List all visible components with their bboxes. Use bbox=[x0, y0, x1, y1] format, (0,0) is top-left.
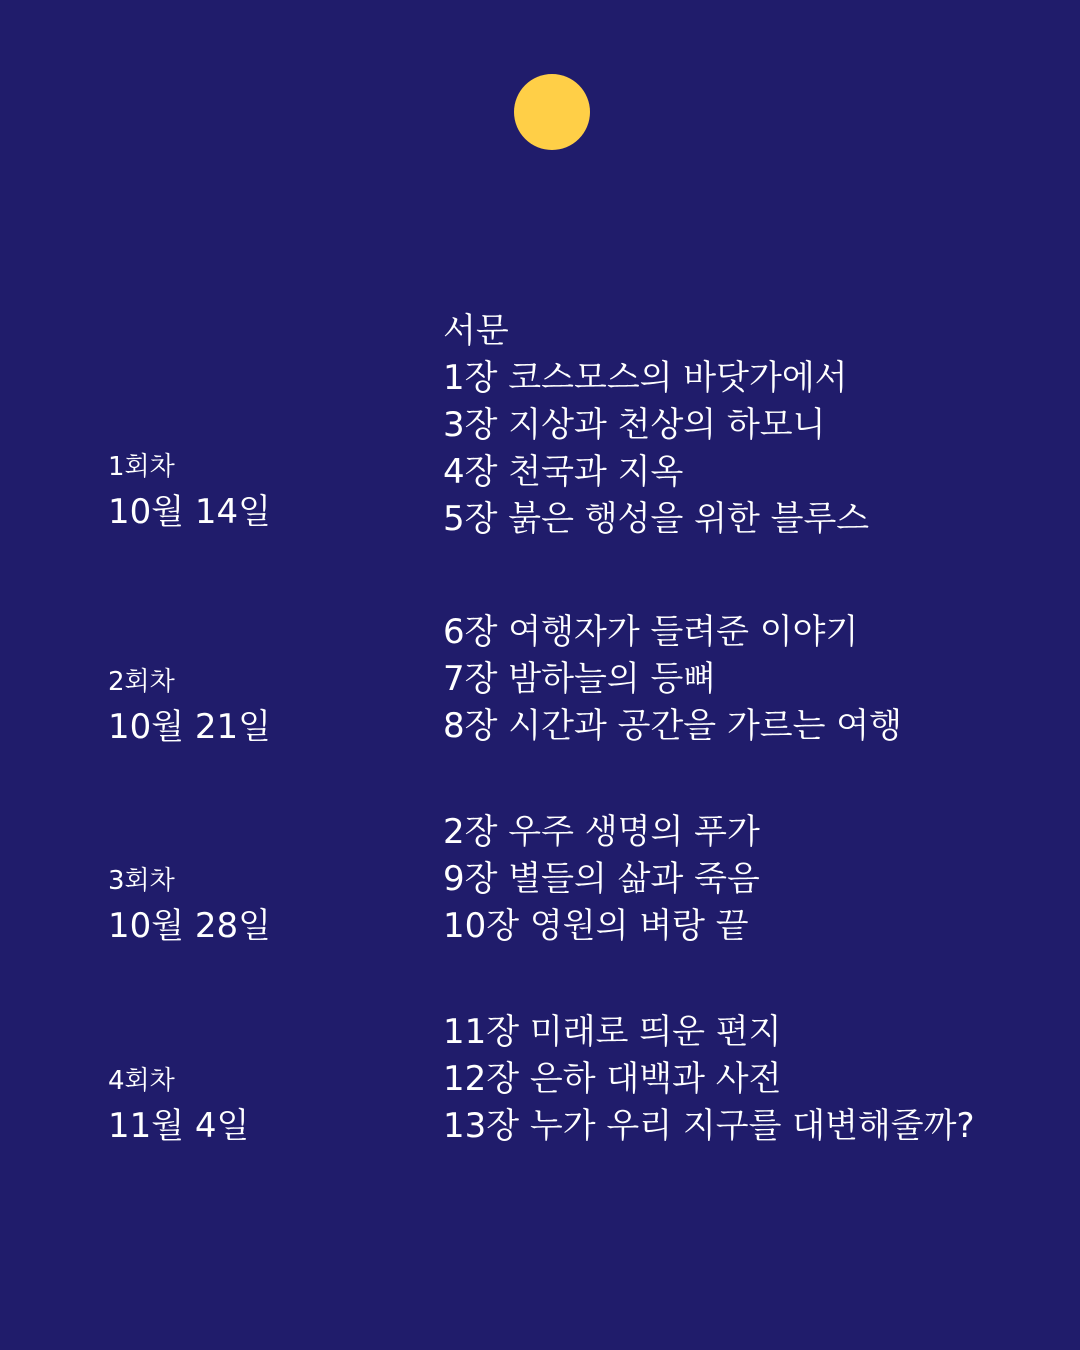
chapter-item: 10장 영원의 벼랑 끝 bbox=[443, 906, 749, 946]
chapter-item: 12장 은하 대백과 사전 bbox=[443, 1059, 782, 1099]
chapter-item: 9장 별들의 삶과 죽음 bbox=[443, 859, 760, 899]
chapter-list bbox=[443, 809, 760, 950]
session-date: 11월 4일 bbox=[108, 1106, 250, 1146]
chapter-item: 서문 bbox=[443, 311, 509, 351]
chapter-item: 2장 우주 생명의 푸가 bbox=[443, 812, 760, 852]
chapter-list bbox=[443, 1009, 975, 1150]
session-date: 10월 21일 bbox=[108, 707, 272, 747]
chapter-item: 4장 천국과 지옥 bbox=[443, 452, 684, 492]
chapter-item: 13장 누가 우리 지구를 대변해줄까? bbox=[443, 1106, 975, 1146]
session-label: 1회차 bbox=[108, 452, 175, 482]
chapter-list bbox=[443, 609, 902, 750]
session-label: 2회차 bbox=[108, 667, 175, 697]
session-label: 4회차 bbox=[108, 1066, 175, 1096]
chapter-item: 7장 밤하늘의 등뼈 bbox=[443, 659, 717, 699]
moon-icon bbox=[514, 74, 590, 150]
chapter-item: 5장 붉은 행성을 위한 블루스 bbox=[443, 499, 870, 539]
chapter-item: 11장 미래로 띄운 편지 bbox=[443, 1012, 782, 1052]
session-label: 3회차 bbox=[108, 866, 175, 896]
chapter-item: 8장 시간과 공간을 가르는 여행 bbox=[443, 706, 902, 746]
chapter-item: 3장 지상과 천상의 하모니 bbox=[443, 405, 826, 445]
chapter-item: 6장 여행자가 들려준 이야기 bbox=[443, 612, 859, 652]
session-date: 10월 14일 bbox=[108, 492, 272, 532]
chapter-item: 1장 코스모스의 바닷가에서 bbox=[443, 358, 848, 398]
session-date: 10월 28일 bbox=[108, 906, 272, 946]
chapter-list bbox=[443, 308, 869, 543]
